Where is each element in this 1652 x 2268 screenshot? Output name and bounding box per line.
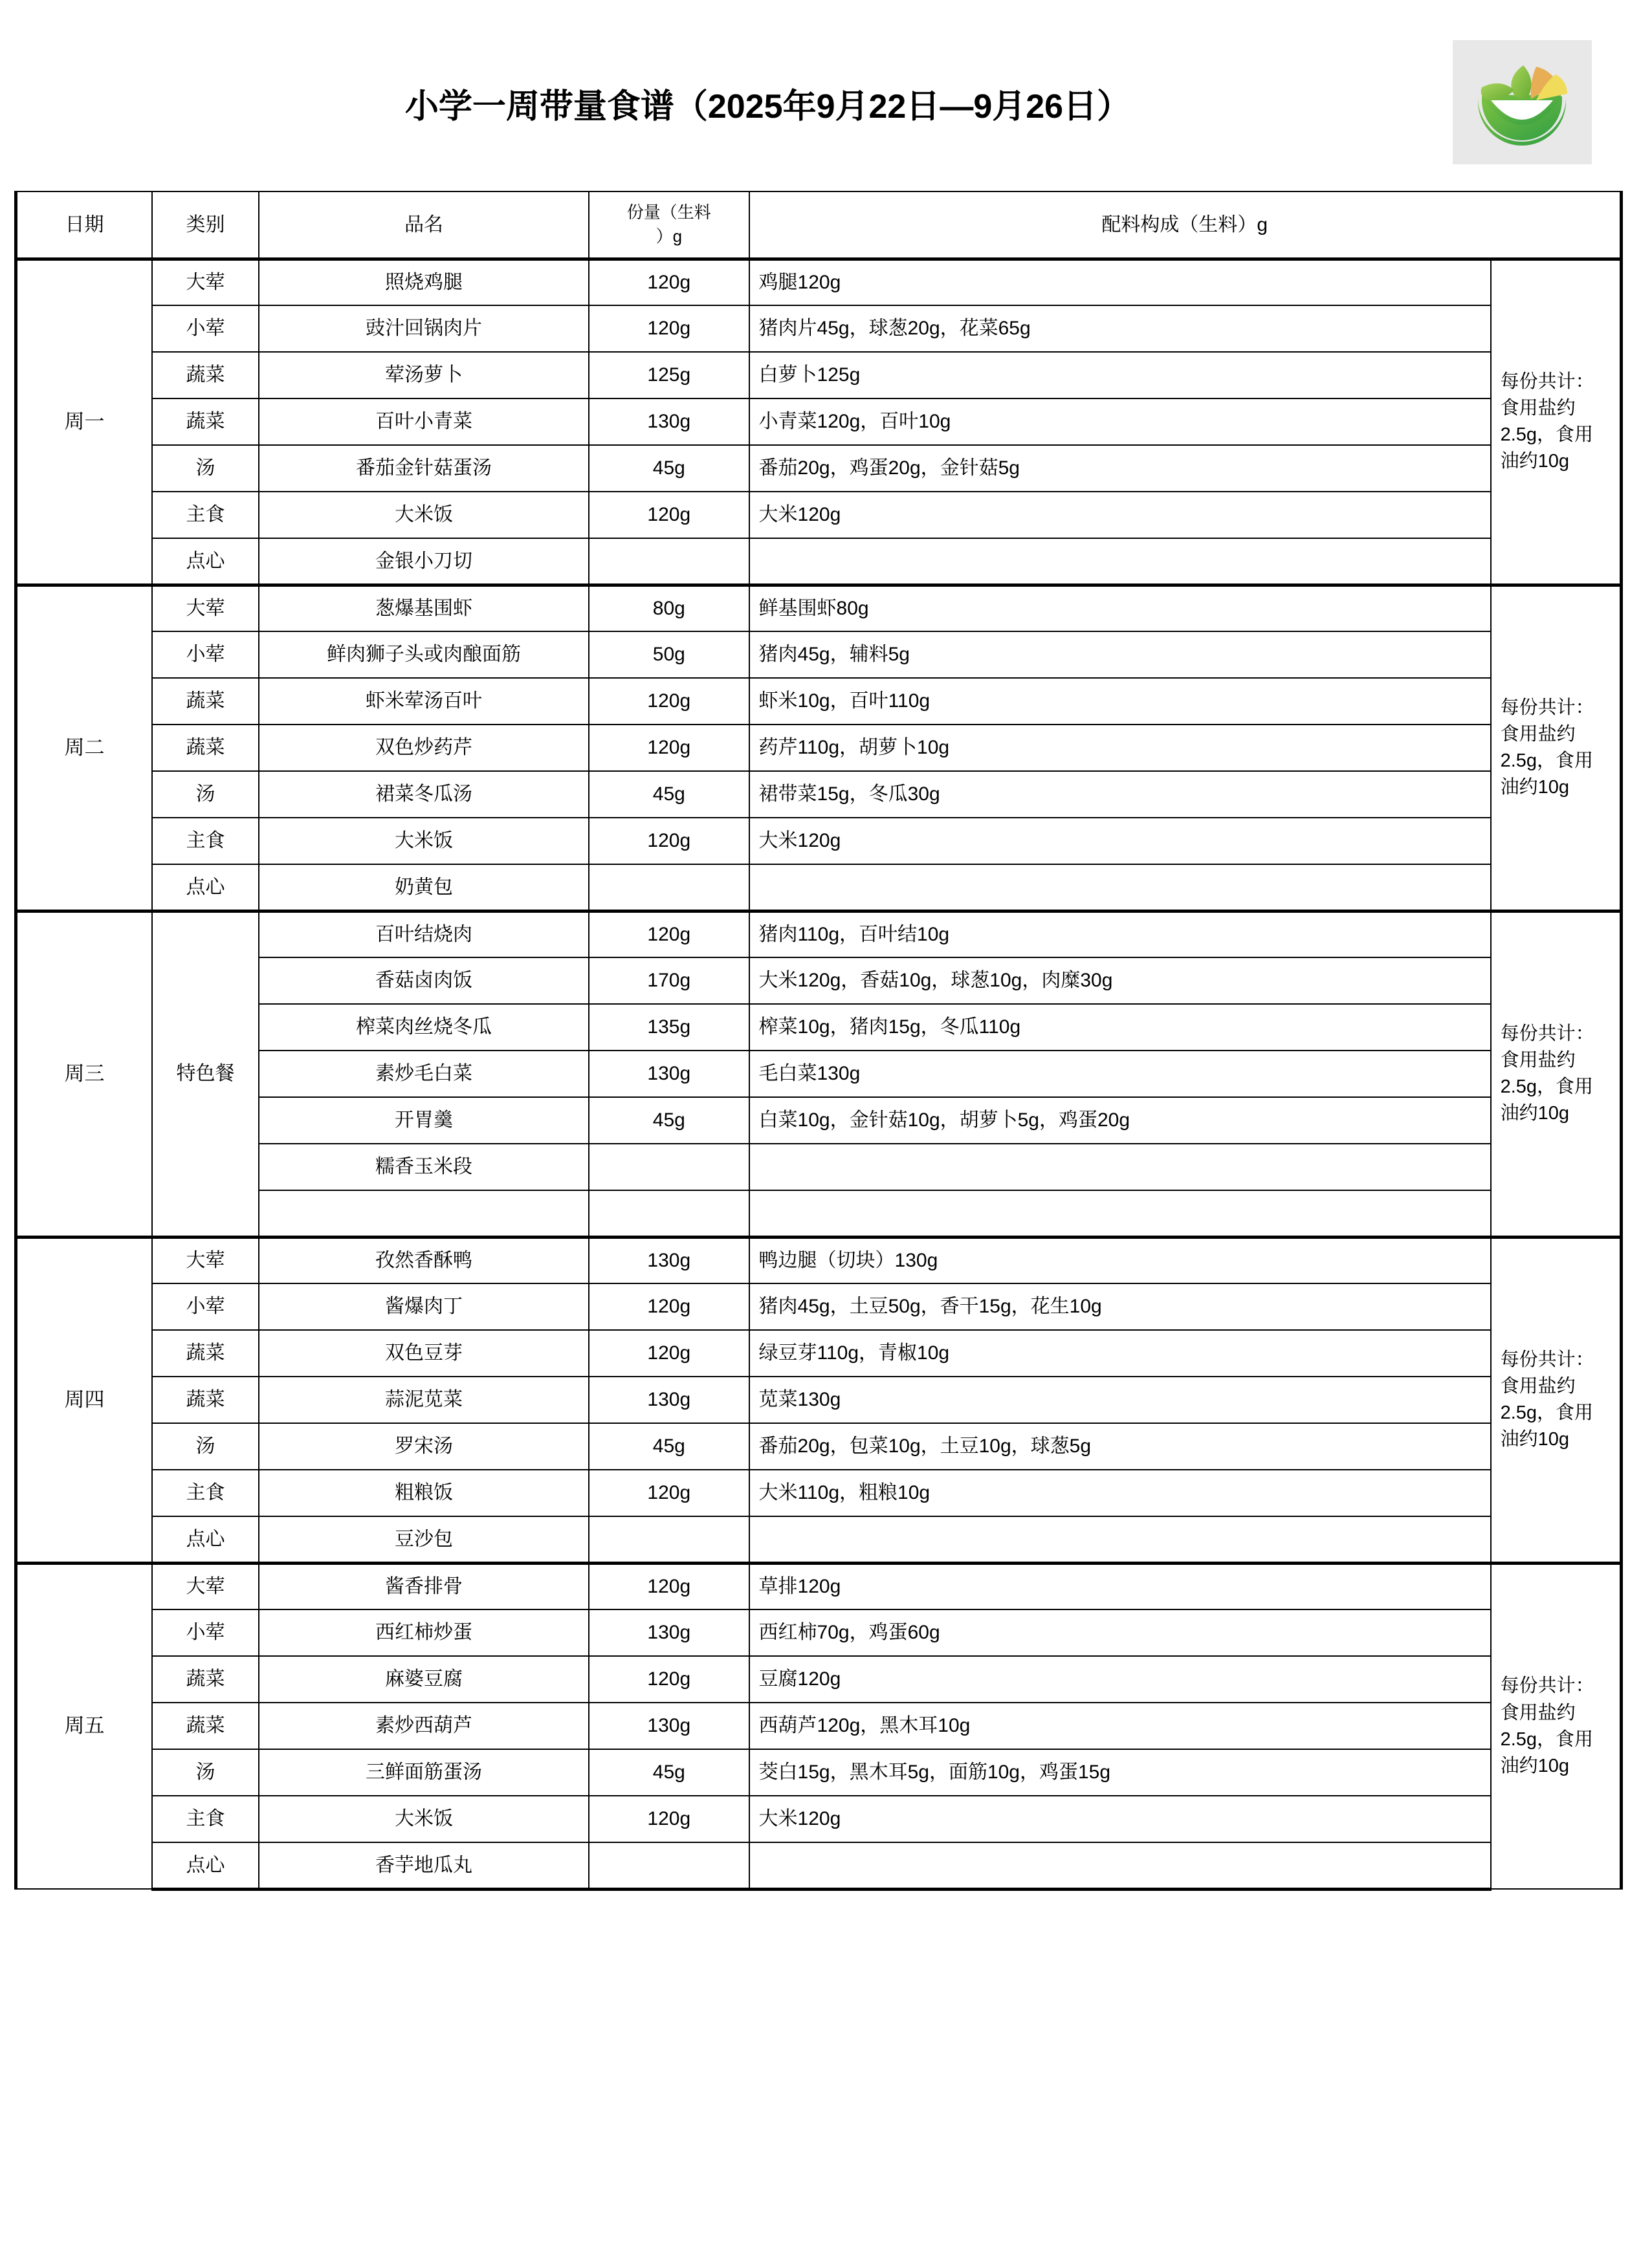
- page-header: [0, 0, 1652, 181]
- cell-category: 小荤: [152, 305, 259, 352]
- cell-ingredients: 猪肉片45g，球葱20g，花菜65g: [749, 305, 1491, 352]
- cell-ingredients: [749, 864, 1491, 911]
- cell-ingredients: [749, 1516, 1491, 1563]
- table-row: [16, 1237, 1622, 1283]
- cell-category: 大荤: [152, 1237, 259, 1283]
- cell-dish-name: 糯香玉米段: [259, 1144, 589, 1190]
- table-row: [16, 445, 1622, 492]
- header-ingredients: 配料构成（生料）g: [749, 191, 1622, 259]
- cell-portion: 120g: [589, 1563, 749, 1609]
- header-dish: 品名: [259, 191, 589, 259]
- cell-dish-name: 酱香排骨: [259, 1563, 589, 1609]
- cell-portion: 50g: [589, 631, 749, 678]
- cell-ingredients: 大米120g: [749, 818, 1491, 864]
- cell-category: 主食: [152, 818, 259, 864]
- table-row: [16, 305, 1622, 352]
- cell-daily-note: 每份共计：食用盐约2.5g，食用油约10g: [1491, 1563, 1622, 1889]
- cell-ingredients: 茭白15g，黑木耳5g，面筋10g，鸡蛋15g: [749, 1749, 1491, 1796]
- cell-portion: 120g: [589, 1330, 749, 1377]
- cell-ingredients: 鲜基围虾80g: [749, 585, 1491, 631]
- cell-portion: 45g: [589, 445, 749, 492]
- cell-dish-name: 酱爆肉丁: [259, 1283, 589, 1330]
- cell-ingredients: 毛白菜130g: [749, 1051, 1491, 1097]
- cell-portion: [589, 1842, 749, 1889]
- cell-category: 蔬菜: [152, 1330, 259, 1377]
- cell-ingredients: [749, 1190, 1491, 1237]
- cell-portion: 130g: [589, 1051, 749, 1097]
- cell-category: 大荤: [152, 259, 259, 305]
- cell-portion: 120g: [589, 1470, 749, 1516]
- table-row: [16, 1842, 1622, 1889]
- header-category: 类别: [152, 191, 259, 259]
- header-row: [16, 191, 1622, 259]
- header-portion-line2: ）g: [655, 226, 683, 246]
- cell-portion: 45g: [589, 1423, 749, 1470]
- cell-portion: [589, 1516, 749, 1563]
- cell-portion: 130g: [589, 1609, 749, 1656]
- cell-portion: 125g: [589, 352, 749, 398]
- cell-dish-name: 素炒毛白菜: [259, 1051, 589, 1097]
- cell-day-周四: 周四: [16, 1237, 153, 1563]
- cell-dish-name: 大米饭: [259, 818, 589, 864]
- cell-ingredients: [749, 1144, 1491, 1190]
- table-row: [16, 1749, 1622, 1796]
- cell-ingredients: 猪肉45g，土豆50g，香干15g，花生10g: [749, 1283, 1491, 1330]
- cell-ingredients: 番茄20g，鸡蛋20g，金针菇5g: [749, 445, 1491, 492]
- cell-dish-name: 三鲜面筋蛋汤: [259, 1749, 589, 1796]
- cell-category: 点心: [152, 538, 259, 585]
- table-row: [16, 725, 1622, 771]
- cell-dish-name: 双色炒药芹: [259, 725, 589, 771]
- cell-category: 蔬菜: [152, 1703, 259, 1749]
- header-portion-line1: 份量（生料: [626, 202, 711, 222]
- cell-ingredients: 鸡腿120g: [749, 259, 1491, 305]
- cell-ingredients: 绿豆芽110g，青椒10g: [749, 1330, 1491, 1377]
- cell-dish-name: 双色豆芽: [259, 1330, 589, 1377]
- page-title: 小学一周带量食谱（2025年9月22日—9月26日）: [404, 88, 1131, 125]
- cell-daily-note: 每份共计：食用盐约2.5g，食用油约10g: [1491, 911, 1622, 1237]
- cell-category: 蔬菜: [152, 678, 259, 725]
- cell-portion: 120g: [589, 818, 749, 864]
- cell-portion: 45g: [589, 1749, 749, 1796]
- cell-dish-name: 罗宋汤: [259, 1423, 589, 1470]
- cell-daily-note: 每份共计：食用盐约2.5g，食用油约10g: [1491, 259, 1622, 585]
- cell-portion: 130g: [589, 1703, 749, 1749]
- cell-category-merged: 特色餐: [152, 911, 259, 1237]
- cell-portion: 45g: [589, 771, 749, 818]
- cell-ingredients: 药芹110g，胡萝卜10g: [749, 725, 1491, 771]
- cell-ingredients: 猪肉110g，百叶结10g: [749, 911, 1491, 957]
- table-row: [16, 1609, 1622, 1656]
- cell-ingredients: 苋菜130g: [749, 1377, 1491, 1423]
- cell-ingredients: 榨菜10g，猪肉15g，冬瓜110g: [749, 1004, 1491, 1051]
- cell-portion: 130g: [589, 1237, 749, 1283]
- table-row: [16, 352, 1622, 398]
- cell-daily-note: 每份共计：食用盐约2.5g，食用油约10g: [1491, 585, 1622, 911]
- table-row: [16, 1470, 1622, 1516]
- cell-dish-name: 榨菜肉丝烧冬瓜: [259, 1004, 589, 1051]
- table-row: [16, 864, 1622, 911]
- table-row: [16, 1796, 1622, 1842]
- cell-category: 大荤: [152, 1563, 259, 1609]
- table-row: [16, 1283, 1622, 1330]
- company-logo: [1453, 40, 1592, 164]
- table-row: [16, 1377, 1622, 1423]
- cell-category: 点心: [152, 1842, 259, 1889]
- cell-category: 蔬菜: [152, 352, 259, 398]
- cell-portion: 120g: [589, 492, 749, 538]
- cell-dish-name: 麻婆豆腐: [259, 1656, 589, 1703]
- cell-dish-name: 葱爆基围虾: [259, 585, 589, 631]
- cell-portion: 120g: [589, 725, 749, 771]
- weekly-menu-table: [14, 191, 1623, 1891]
- cell-dish-name: 百叶小青菜: [259, 398, 589, 445]
- table-row: [16, 1563, 1622, 1609]
- cell-dish-name: 西红柿炒蛋: [259, 1609, 589, 1656]
- cell-ingredients: 番茄20g，包菜10g，土豆10g，球葱5g: [749, 1423, 1491, 1470]
- cell-ingredients: 猪肉45g，辅料5g: [749, 631, 1491, 678]
- cell-ingredients: 白萝卜125g: [749, 352, 1491, 398]
- table-row: [16, 1703, 1622, 1749]
- cell-dish-name: 大米饭: [259, 1796, 589, 1842]
- cell-dish-name: 金银小刀切: [259, 538, 589, 585]
- cell-category: 主食: [152, 1796, 259, 1842]
- table-row: [16, 492, 1622, 538]
- cell-day-周三: 周三: [16, 911, 153, 1237]
- cell-dish-name: 百叶结烧肉: [259, 911, 589, 957]
- cell-ingredients: 白菜10g，金针菇10g，胡萝卜5g，鸡蛋20g: [749, 1097, 1491, 1144]
- cell-ingredients: 豆腐120g: [749, 1656, 1491, 1703]
- cell-ingredients: 西葫芦120g，黑木耳10g: [749, 1703, 1491, 1749]
- table-body: [16, 259, 1622, 1889]
- cell-category: 蔬菜: [152, 398, 259, 445]
- table-row: [16, 1423, 1622, 1470]
- cell-ingredients: 虾米10g，百叶110g: [749, 678, 1491, 725]
- cell-category: 主食: [152, 1470, 259, 1516]
- cell-portion: 130g: [589, 398, 749, 445]
- cell-dish-name: 裙菜冬瓜汤: [259, 771, 589, 818]
- cell-dish-name: 豆沙包: [259, 1516, 589, 1563]
- cell-dish-name: 番茄金针菇蛋汤: [259, 445, 589, 492]
- table-row: [16, 1656, 1622, 1703]
- cell-dish-name: 孜然香酥鸭: [259, 1237, 589, 1283]
- cell-ingredients: 大米120g，香菇10g，球葱10g，肉糜30g: [749, 957, 1491, 1004]
- cell-portion: [589, 864, 749, 911]
- cell-portion: 135g: [589, 1004, 749, 1051]
- cell-ingredients: 裙带菜15g，冬瓜30g: [749, 771, 1491, 818]
- cell-dish-name: 香芋地瓜丸: [259, 1842, 589, 1889]
- cell-category: 汤: [152, 1749, 259, 1796]
- cell-portion: 130g: [589, 1377, 749, 1423]
- green-bowl-leaves-icon: [1469, 54, 1576, 151]
- cell-portion: [589, 538, 749, 585]
- cell-day-周二: 周二: [16, 585, 153, 911]
- cell-dish-name: [259, 1190, 589, 1237]
- cell-portion: [589, 1144, 749, 1190]
- cell-ingredients: 小青菜120g，百叶10g: [749, 398, 1491, 445]
- table-row: [16, 771, 1622, 818]
- cell-portion: 45g: [589, 1097, 749, 1144]
- cell-dish-name: 开胃羹: [259, 1097, 589, 1144]
- table-row: [16, 538, 1622, 585]
- cell-portion: 170g: [589, 957, 749, 1004]
- cell-portion: [589, 1190, 749, 1237]
- cell-category: 大荤: [152, 585, 259, 631]
- cell-ingredients: 西红柿70g，鸡蛋60g: [749, 1609, 1491, 1656]
- cell-dish-name: 大米饭: [259, 492, 589, 538]
- cell-portion: 120g: [589, 1283, 749, 1330]
- table-row: [16, 1516, 1622, 1563]
- cell-ingredients: 大米120g: [749, 492, 1491, 538]
- table-row: [16, 911, 1622, 957]
- cell-category: 汤: [152, 771, 259, 818]
- cell-category: 主食: [152, 492, 259, 538]
- cell-portion: 120g: [589, 305, 749, 352]
- cell-portion: 120g: [589, 1796, 749, 1842]
- cell-portion: 120g: [589, 1656, 749, 1703]
- cell-portion: 120g: [589, 259, 749, 305]
- header-date: 日期: [16, 191, 153, 259]
- table-row: [16, 585, 1622, 631]
- cell-ingredients: 草排120g: [749, 1563, 1491, 1609]
- cell-dish-name: 粗粮饭: [259, 1470, 589, 1516]
- cell-category: 小荤: [152, 1609, 259, 1656]
- cell-category: 点心: [152, 1516, 259, 1563]
- cell-ingredients: 大米120g: [749, 1796, 1491, 1842]
- table-row: [16, 259, 1622, 305]
- cell-portion: 120g: [589, 911, 749, 957]
- header-portion: [589, 191, 749, 259]
- table-row: [16, 1330, 1622, 1377]
- cell-portion: 80g: [589, 585, 749, 631]
- cell-portion: 120g: [589, 678, 749, 725]
- table-row: [16, 398, 1622, 445]
- cell-ingredients: 大米110g，粗粮10g: [749, 1470, 1491, 1516]
- cell-dish-name: 照烧鸡腿: [259, 259, 589, 305]
- cell-category: 小荤: [152, 631, 259, 678]
- cell-category: 汤: [152, 445, 259, 492]
- cell-ingredients: [749, 538, 1491, 585]
- table-row: [16, 678, 1622, 725]
- cell-dish-name: 香菇卤肉饭: [259, 957, 589, 1004]
- cell-dish-name: 荤汤萝卜: [259, 352, 589, 398]
- cell-day-周五: 周五: [16, 1563, 153, 1889]
- cell-dish-name: 素炒西葫芦: [259, 1703, 589, 1749]
- cell-dish-name: 鲜肉狮子头或肉酿面筋: [259, 631, 589, 678]
- cell-dish-name: 豉汁回锅肉片: [259, 305, 589, 352]
- table-header: [16, 191, 1622, 259]
- cell-day-周一: 周一: [16, 259, 153, 585]
- cell-ingredients: [749, 1842, 1491, 1889]
- cell-category: 蔬菜: [152, 1377, 259, 1423]
- cell-category: 汤: [152, 1423, 259, 1470]
- cell-ingredients: 鸭边腿（切块）130g: [749, 1237, 1491, 1283]
- cell-dish-name: 奶黄包: [259, 864, 589, 911]
- cell-category: 蔬菜: [152, 725, 259, 771]
- cell-daily-note: 每份共计：食用盐约2.5g，食用油约10g: [1491, 1237, 1622, 1563]
- table-row: [16, 818, 1622, 864]
- cell-category: 点心: [152, 864, 259, 911]
- cell-dish-name: 虾米荤汤百叶: [259, 678, 589, 725]
- table-row: [16, 631, 1622, 678]
- cell-dish-name: 蒜泥苋菜: [259, 1377, 589, 1423]
- cell-category: 蔬菜: [152, 1656, 259, 1703]
- cell-category: 小荤: [152, 1283, 259, 1330]
